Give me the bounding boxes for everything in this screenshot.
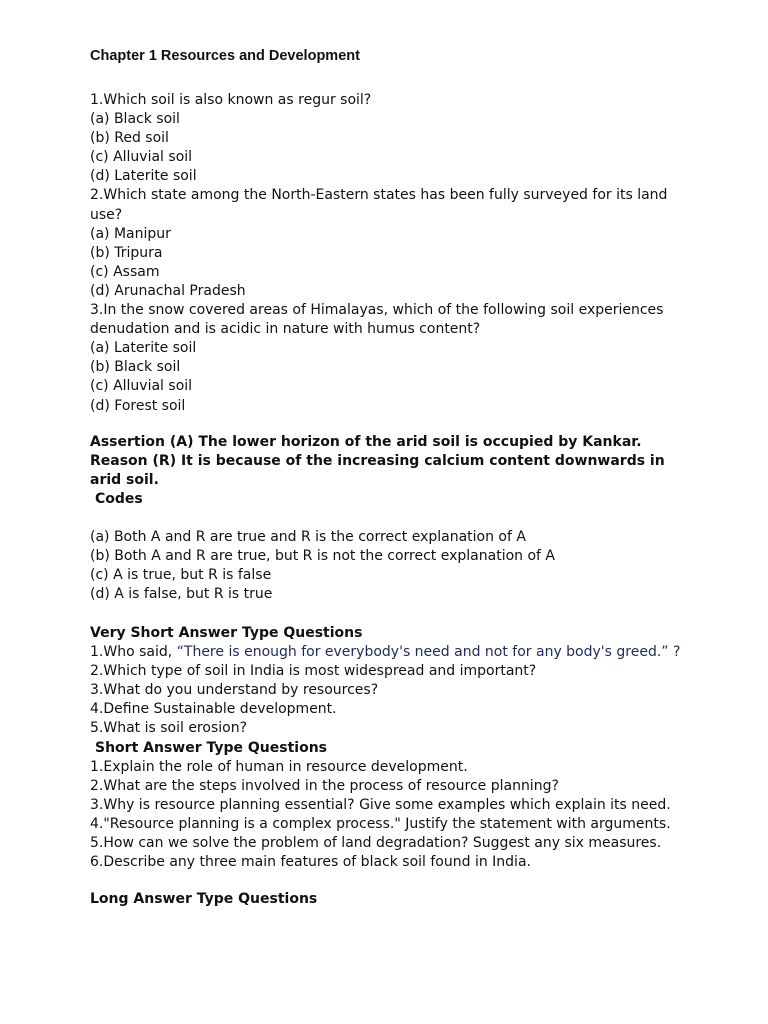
answer-option: (a) Laterite soil (90, 340, 197, 357)
short-answer-question: 5.How can we solve the problem of land degradation? Suggest any six measures. (90, 835, 662, 852)
short-answer-question: 2.What are the steps involved in the process of resource planning? (90, 777, 559, 794)
assertion-text: Assertion (A) The lower horizon of the arid soil is occupied by Kankar. (90, 434, 642, 450)
very-short-question: 5.What is soil erosion? (90, 720, 247, 737)
mcq-question-3 (90, 301, 680, 416)
short-answer-question: 4."Resource planning is a complex process." Justify the statement with arguments. (90, 815, 671, 832)
mcq-question-1 (90, 91, 680, 186)
question-text: 3.In the snow covered areas of Himalayas, which of the following soil experiences (90, 302, 664, 319)
answer-option: (b) Black soil (90, 359, 181, 376)
reason-text: Reason (R) It is because of the increasing calcium content downwards in (90, 453, 665, 470)
answer-option: (d) Laterite soil (90, 168, 197, 185)
short-answer-question: 1.Explain the role of human in resource development. (90, 758, 468, 775)
answer-option: (d) Forest soil (90, 397, 186, 414)
very-short-question-1 (90, 643, 680, 662)
very-short-question: 3.What do you understand by resources? (90, 682, 379, 699)
question-text: 2.Which state among the North-Eastern states has been fully surveyed for its land (90, 187, 668, 204)
short-answer-heading: Short Answer Type Questions (95, 739, 327, 756)
page-title: Chapter 1 Resources and Development (90, 48, 360, 64)
answer-option: (c) A is true, but R is false (90, 567, 272, 584)
very-short-question: 2.Which type of soil in India is most widespread and important? (90, 663, 537, 680)
codes-label: Codes (95, 491, 143, 508)
answer-option: (a) Both A and R are true and R is the correct explanation of A (90, 529, 526, 545)
answer-option: (c) Alluvial soil (90, 378, 193, 395)
mcq-question-2 (90, 186, 680, 301)
long-answer-section (90, 890, 680, 909)
question-prefix: 1.Who said, (90, 644, 177, 661)
answer-option: (b) Red soil (90, 130, 169, 147)
answer-option: (a) Black soil (90, 111, 180, 128)
short-answer-question: 3.Why is resource planning essential? Give some examples which explain its need. (90, 796, 671, 813)
question-text: use? (90, 206, 123, 223)
reason-text: arid soil. (90, 472, 159, 489)
mcq-section (90, 91, 680, 416)
long-answer-heading: Long Answer Type Questions (90, 891, 318, 907)
question-text: denudation and is acidic in nature with humus content? (90, 321, 481, 338)
answer-option: (d) A is false, but R is true (90, 586, 273, 603)
answer-option: (b) Both A and R are true, but R is not the correct explanation of A (90, 548, 555, 565)
very-short-heading: Very Short Answer Type Questions (90, 625, 363, 641)
answer-option: (c) Alluvial soil (90, 149, 193, 166)
answer-option: (a) Manipur (90, 225, 171, 242)
questions-section (90, 624, 680, 872)
assertion-reason-block (90, 433, 680, 509)
quotation: “There is enough for everybody's need and not for any body's greed.” ? (176, 644, 681, 661)
answer-option: (d) Arunachal Pradesh (90, 282, 246, 299)
very-short-question: 4.Define Sustainable development. (90, 701, 337, 718)
answer-option: (c) Assam (90, 263, 160, 280)
assertion-options (90, 528, 680, 604)
short-answer-question: 6.Describe any three main features of black soil found in India. (90, 854, 531, 871)
question-text: 1.Which soil is also known as regur soil? (90, 92, 372, 108)
answer-option: (b) Tripura (90, 244, 163, 261)
